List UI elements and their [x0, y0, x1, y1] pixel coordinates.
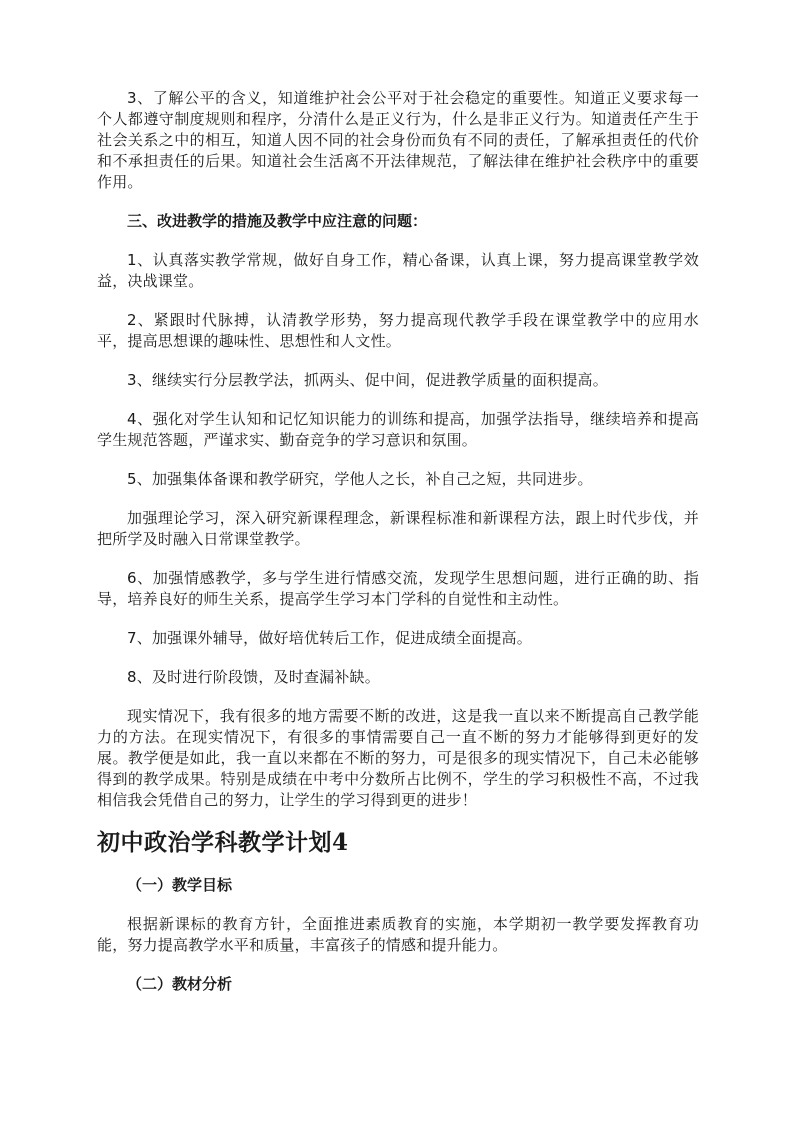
- list-item: 3、继续实行分层教学法，抓两头、促中间，促进教学质量的面积提高。: [127, 371, 608, 389]
- section-heading-improvement-measures: 三、改进教学的措施及教学中应注意的问题：: [127, 212, 428, 230]
- list-item: 7、加强课外辅导，做好培优转后工作，促进成绩全面提高。: [127, 629, 532, 647]
- list-item: 6、加强情感教学，多与学生进行情感交流，发现学生思想问题，进行正确的助、指导，培养良好的师生关系，提高学生学习本门学科的自觉性和主动性。: [97, 569, 699, 608]
- list-item: 2、紧跟时代脉搏，认清教学形势，努力提高现代教学手段在课堂教学中的应用水平，提高思想课的趣味性、思想性和人文性。: [97, 311, 699, 350]
- plan-4-title: 初中政治学科教学计划4: [97, 829, 349, 856]
- closing-paragraph: 现实情况下，我有很多的地方需要不断的改进，这是我一直以来不断提高自己教学能力的方法。在现实情况下，有很多的事情需要自己一直不断的努力才能够得到更好的发展。教学便是如此，我一直以来都在不断的努力，可是很多的现实情况下，自己未必能够得到的教学成果。特别是成绩在中考中分数所占比例不，学生的学习积极性不高，不过我相信我会凭借自己的努力，让学生的学习得到更的进步！: [97, 707, 699, 809]
- list-item: 4、强化对学生认知和记忆知识能力的训练和提高，加强学法指导，继续培养和提高学生规范答题，严谨求实、勤奋竞争的学习意识和氛围。: [97, 410, 699, 449]
- list-item: 5、加强集体备课和教学研究，学他人之长，补自己之短，共同进步。: [127, 470, 593, 488]
- subheading-textbook-analysis: （二）教材分析: [127, 975, 233, 993]
- document-page: [97, 88, 699, 995]
- paragraph-fairness-justice: 3、了解公平的含义，知道维护社会公平对于社会稳定的重要性。知道正义要求每一个人都遵守制度规则和程序，分清什么是正义行为，什么是非正义行为。知道责任产生于社会关系之中的相互，知道人因不同的社会身份而负有不同的责任，了解承担责任的代价和不承担责任的后果。知道社会生活离不开法律规范，了解法律在维护社会秩序中的重要作用。: [97, 89, 699, 191]
- list-item: 1、认真落实教学常规，做好自身工作，精心备课，认真上课，努力提高课堂教学效益，决战课堂。: [97, 251, 699, 290]
- list-item: 加强理论学习，深入研究新课程理念，新课程标准和新课程方法，跟上时代步伐，并把所学及时融入日常课堂教学。: [97, 509, 699, 548]
- paragraph-teaching-goals: 根据新课标的教育方针，全面推进素质教育的实施，本学期初一教学要发挥教育功能，努力提高教学水平和质量，丰富孩子的情感和提升能力。: [97, 915, 699, 954]
- list-item: 8、及时进行阶段馈，及时查漏补缺。: [127, 668, 380, 686]
- subheading-teaching-goals: （一）教学目标: [127, 876, 233, 894]
